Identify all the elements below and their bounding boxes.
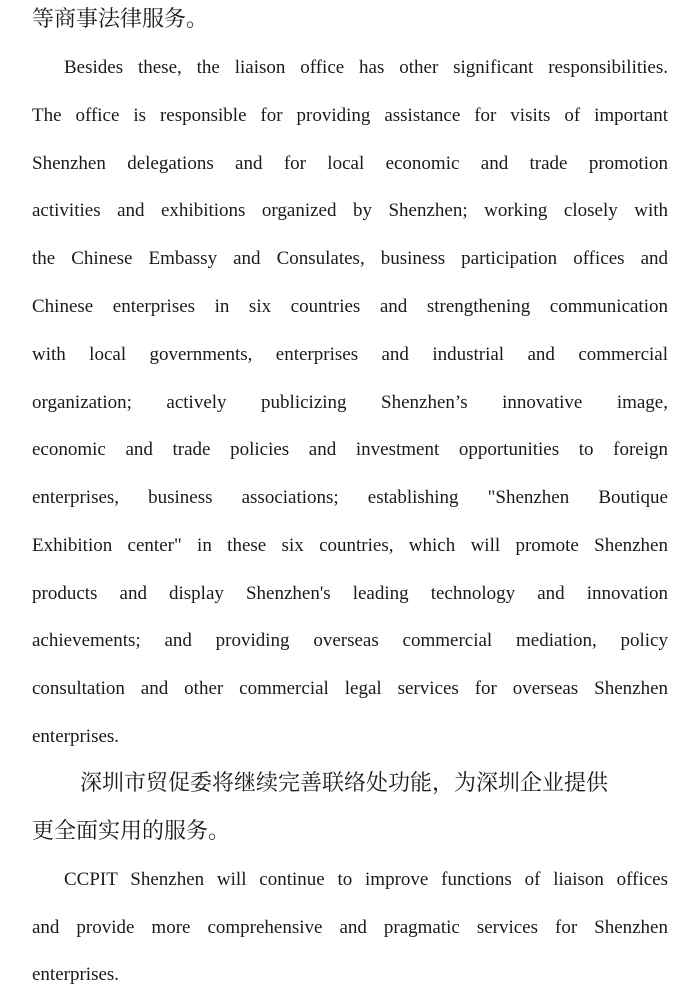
paragraph-en-line: and provide more comprehensive and pragmatic services for Shenzhen: [32, 917, 668, 938]
paragraph-en-line: activities and exhibitions organized by Shenzhen; working closely with: [32, 200, 668, 221]
paragraph-en-line: Shenzhen delegations and for local economic and trade promotion: [32, 153, 668, 174]
paragraph-en-line: enterprises.: [32, 726, 120, 747]
paragraph-zh-line: 更全面实用的服务。: [32, 819, 231, 844]
paragraph-en-line: Chinese enterprises in six countries and strengthening communication: [32, 296, 668, 317]
paragraph-en-line: CCPIT Shenzhen will continue to improve functions of liaison offices: [64, 869, 668, 890]
paragraph-en-line: achievements; and providing overseas commercial mediation, policy: [32, 630, 668, 651]
paragraph-zh-line: 等商事法律服务。: [32, 7, 209, 32]
paragraph-en-line: enterprises, business associations; establishing "Shenzhen Boutique: [32, 487, 668, 508]
paragraph-zh-line: 深圳市贸促委将继续完善联络处功能，为深圳企业提供: [80, 771, 609, 796]
document-page: [32, 0, 668, 1007]
paragraph-en-line: products and display Shenzhen's leading technology and innovation: [32, 583, 668, 604]
paragraph-en-line: enterprises.: [32, 964, 120, 985]
paragraph-en-line: Exhibition center" in these six countries, which will promote Shenzhen: [32, 535, 668, 556]
paragraph-en-line: Besides these, the liaison office has other significant responsibilities.: [64, 57, 668, 78]
paragraph-en-line: the Chinese Embassy and Consulates, business participation offices and: [32, 248, 668, 269]
paragraph-en-line: organization; actively publicizing Shenzhen’s innovative image,: [32, 392, 668, 413]
paragraph-en-line: The office is responsible for providing assistance for visits of important: [32, 105, 668, 126]
paragraph-en-line: with local governments, enterprises and industrial and commercial: [32, 344, 668, 365]
paragraph-en-line: consultation and other commercial legal services for overseas Shenzhen: [32, 678, 668, 699]
paragraph-en-line: economic and trade policies and investment opportunities to foreign: [32, 439, 668, 460]
